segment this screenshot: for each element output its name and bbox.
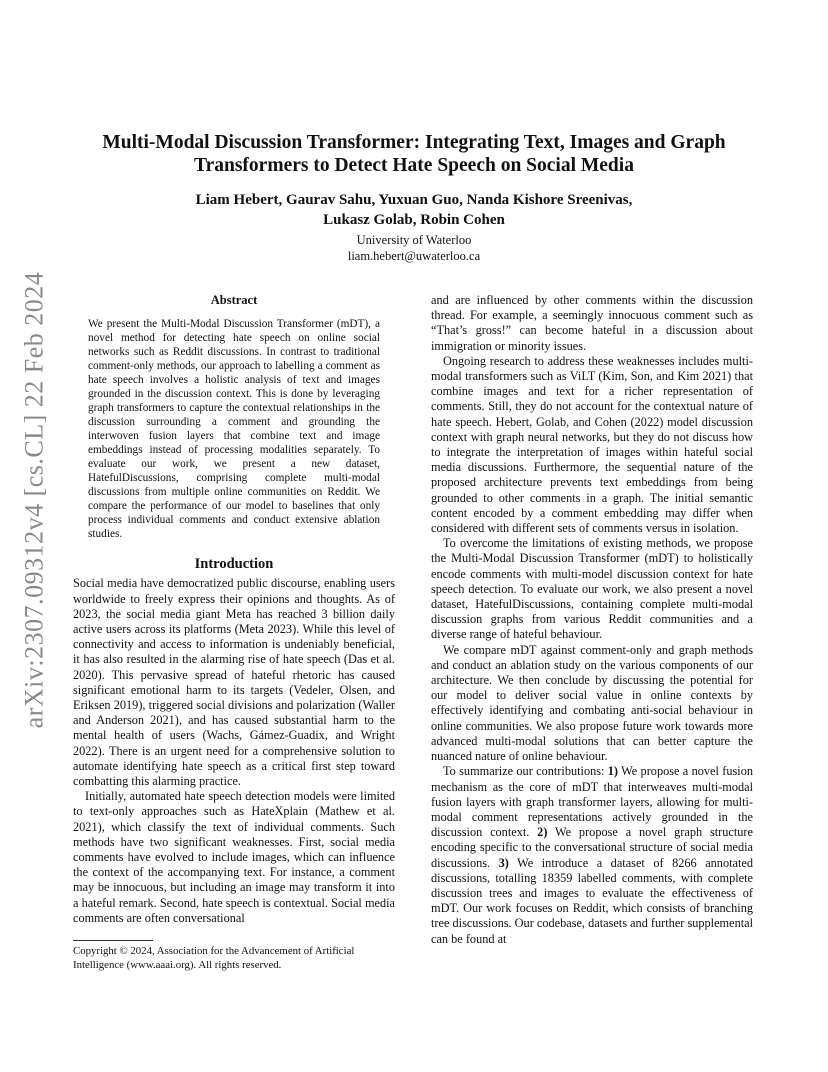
intro-paragraph-2: Initially, automated hate speech detection models were limited to text-only approaches such as HateXplain (Mathew et al. 2021), which classify the text of individual comments. Such methods have two significant weaknesses. First, social media comments have evolved to include images, which can influence the context of the accompanying text. For instance, a comment may be innocuous, but including an image may transform it into a hateful remark. Second, hate speech is contextual. Social media comments are often conversational bbox=[73, 789, 395, 925]
right-column bbox=[431, 293, 753, 947]
contribution-2: We propose a novel graph structure encoding specific to the conversational structure of social media discussions. bbox=[431, 825, 753, 870]
author-list bbox=[80, 190, 748, 230]
contributions-intro: To summarize our contributions: bbox=[443, 764, 608, 779]
contributions-paragraph bbox=[431, 764, 753, 946]
left-column bbox=[73, 293, 395, 972]
affiliation: University of Waterloo bbox=[356, 233, 472, 247]
email[interactable]: liam.hebert@uwaterloo.ca bbox=[347, 249, 481, 263]
right-paragraph-4: We compare mDT against comment-only and graph methods and conduct an ablation study on the various components of our architecture. We then conclude by discussing the potential for our model to deliver social value in online contexts by effectively identifying and combating anti-social behaviour in online communities. We also propose future work towards more advanced multi-modal solutions that can better capture the nuanced nature of online behaviour. bbox=[431, 642, 753, 764]
right-paragraph-3: To overcome the limitations of existing methods, we propose the Multi-Modal Discussion Transformer (mDT) to holistically encode comments with multi-model discussion context for hate speech detection. To evaluate our work, we also present a novel dataset, HatefulDiscussions, containing complete multi-modal discussion graphs from various Reddit communities and a diverse range of hateful behaviour. bbox=[431, 536, 753, 642]
affiliation-block bbox=[80, 232, 748, 264]
copyright-footnote: Copyright © 2024, Association for the Advancement of Artificial Intelligence (www.aaai.org). All rights reserved. bbox=[73, 945, 355, 971]
introduction-heading: Introduction bbox=[194, 556, 274, 573]
right-paragraph-1: and are influenced by other comments within the discussion thread. For example, a seemingly innocuous comment such as “That’s gross!” can become hateful in a discussion about immigration or minority issues. bbox=[431, 293, 753, 353]
contribution-1: We propose a novel fusion mechanism as the core of mDT that interweaves multi-modal fusion layers with graph transformer layers, allowing for multi-modal comment representations actively grounded in the discussion context. bbox=[431, 764, 753, 840]
footnote-rule bbox=[73, 940, 153, 941]
authors-line-2: Lukasz Golab, Robin Cohen bbox=[323, 212, 505, 228]
contribution-marker-1: 1) bbox=[607, 764, 619, 779]
abstract-heading: Abstract bbox=[210, 293, 258, 307]
authors-line-1: Liam Hebert, Gaurav Sahu, Yuxuan Guo, Nanda Kishore Sreenivas, bbox=[195, 192, 633, 208]
contribution-marker-3: 3) bbox=[498, 855, 509, 870]
contribution-marker-2: 2) bbox=[537, 825, 548, 840]
paper-title: Multi-Modal Discussion Transformer: Integrating Text, Images and Graph Transformers to Detect Hate Speech on Social Media bbox=[102, 132, 726, 176]
intro-paragraph-1: Social media have democratized public discourse, enabling users worldwide to freely express their opinions and thoughts. As of 2023, the social media giant Meta has reached 3 billion daily active users across its platforms (Meta 2023). While this level of connectivity and access to information is undeniably beneficial, it has also resulted in the alarming rise of hate speech (Das et al. 2020). This pervasive spread of hateful rhetoric has caused significant emotional harm to its targets (Vedeler, Olsen, and Eriksen 2019), triggered social divisions and polarization (Waller and Anderson 2021), and has caused substantial harm to the mental health of users (Wachs, Gámez-Guadix, and Wright 2022). There is an urgent need for a comprehensive solution to automate identifying hate speech as a critical first step toward combatting this alarming practice. bbox=[73, 576, 395, 789]
right-paragraph-2: Ongoing research to address these weaknesses includes multi-modal transformers such as ViLT (Kim, Son, and Kim 2021) that combine images and text for a richer representation of comments. Still, they do not account for the contextual nature of hate speech. Hebert, Golab, and Cohen (2022) model discussion context with graph neural networks, but they do not discuss how to integrate the interpretation of images within hateful social media discussions. Furthermore, the sequential nature of the proposed architecture prevents text embeddings from being grounded to other comments in a graph. The initial semantic content encoded by a comment embedding may differ when considered with different sets of comments versus in isolation. bbox=[431, 353, 753, 536]
arxiv-identifier-text: arXiv:2307.09312v4 [cs.CL] 22 Feb 2024 bbox=[19, 271, 48, 729]
abstract-text: We present the Multi-Modal Discussion Transformer (mDT), a novel method for detecting hate speech on online social networks such as Reddit discussions. In contrast to traditional comment-only methods, our approach to labelling a comment as hate speech involves a holistic analysis of text and images grounded in the discussion context. This is done by leveraging graph transformers to capture the contextual relationships in the discussion surrounding a comment and grounding the interwoven fusion layers that combine text and image embeddings instead of processing modalities separately. To evaluate our work, we present a new dataset, HatefulDiscussions, comprising complete multi-modal discussions from multiple online communities on Reddit. We compare the performance of our model to baselines that only process individual comments and conduct extensive ablation studies. bbox=[88, 318, 380, 541]
arxiv-identifier bbox=[14, 271, 54, 729]
contribution-3: We introduce a dataset of 8266 annotated discussions, totalling 18359 labelled comments, with complete discussion trees and images to evaluate the effectiveness of mDT. Our work focuses on Reddit, which consists of branching tree discussions. Our codebase, datasets and further supplemental can be found at bbox=[431, 855, 754, 946]
